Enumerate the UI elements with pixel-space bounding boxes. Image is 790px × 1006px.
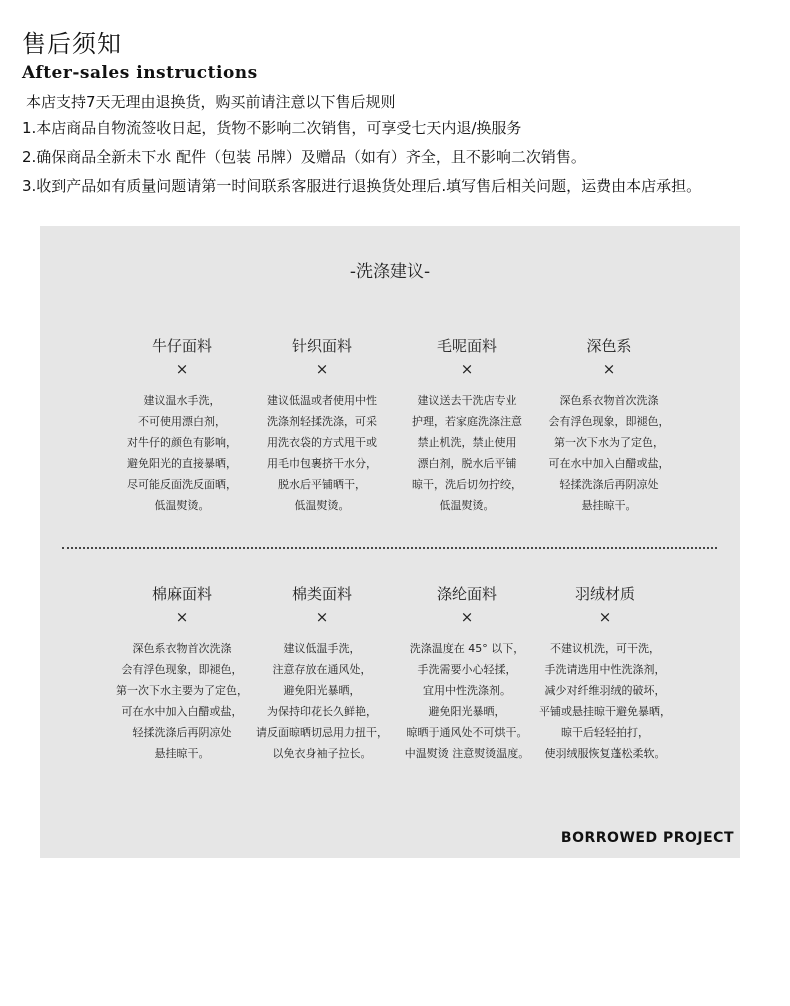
desc-line: 晾干后轻轻拍打， xyxy=(561,726,649,739)
desc-line: 第一次下水为了定色， xyxy=(554,436,664,449)
desc-line: 避免阳光暴晒， xyxy=(283,684,361,697)
wash-card-desc xyxy=(252,390,392,516)
wash-card-desc xyxy=(539,390,679,516)
desc-line: 不建议机洗，可干洗， xyxy=(550,642,660,655)
desc-line: 脱水后平铺晒干， xyxy=(278,478,366,491)
desc-line: 晾晒于通风处不可烘干。 xyxy=(406,726,528,739)
desc-line: 深色系衣物首次洗涤 xyxy=(132,642,232,655)
desc-line: 尽可能反面洗反面晒， xyxy=(127,478,237,491)
title-cn: 售后须知 xyxy=(22,30,122,58)
desc-line: 用毛巾包裹挤干水分， xyxy=(267,457,377,470)
cross-icon: × xyxy=(315,608,329,626)
desc-line: 轻揉洗涤后再阴凉处 xyxy=(559,478,659,491)
desc-line: 可在水中加入白醋或盐， xyxy=(121,705,243,718)
rule-item: 2.确保商品全新未下水 配件（包装 吊牌）及赠品（如有）齐全，且不影响二次销售。 xyxy=(22,148,586,166)
cross-icon: × xyxy=(175,608,189,626)
rule-item: 3.收到产品如有质量问题请第一时间联系客服进行退换货处理后.填写售后相关问题，运费由本店承担。 xyxy=(22,177,702,195)
desc-line: 轻揉洗涤后再阴凉处 xyxy=(132,726,232,739)
desc-line: 悬挂晾干。 xyxy=(154,747,210,760)
desc-line: 用洗衣袋的方式甩干或 xyxy=(267,436,377,449)
wash-card-name: 棉类面料 xyxy=(291,585,352,603)
desc-line: 为保持印花长久鲜艳， xyxy=(267,705,377,718)
rule-item: 1.本店商品自物流签收日起，货物不影响二次销售，可享受七天内退/换服务 xyxy=(22,119,522,137)
intro-text: 本店支持7天无理由退换货，购买前请注意以下售后规则 xyxy=(26,93,396,111)
wash-card-desc xyxy=(397,390,537,516)
desc-line: 低温熨烫。 xyxy=(154,499,210,512)
wash-card-dark xyxy=(539,336,679,516)
wash-card-linen xyxy=(112,584,252,764)
desc-line: 对牛仔的颜色有影响， xyxy=(127,436,237,449)
desc-line: 以免衣身袖子拉长。 xyxy=(272,747,372,760)
desc-line: 宜用中性洗涤剂。 xyxy=(423,684,511,697)
wash-card-desc xyxy=(252,638,392,764)
wash-card-wool xyxy=(397,336,537,516)
wash-card-desc xyxy=(112,638,252,764)
wash-card-knit xyxy=(252,336,392,516)
desc-line: 注意存放在通风处， xyxy=(272,663,372,676)
desc-line: 手洗请选用中性洗涤剂， xyxy=(544,663,666,676)
desc-line: 建议温水手洗， xyxy=(143,394,221,407)
wash-panel xyxy=(40,226,740,858)
wash-card-name: 羽绒材质 xyxy=(574,585,635,603)
cross-icon: × xyxy=(460,360,474,378)
desc-line: 不可使用漂白剂， xyxy=(138,415,226,428)
wash-card-name: 涤纶面料 xyxy=(436,585,497,603)
dotted-divider xyxy=(62,547,717,549)
desc-line: 洗涤温度在 45° 以下， xyxy=(409,642,525,655)
wash-card-name: 牛仔面料 xyxy=(151,337,212,355)
desc-line: 低温熨烫。 xyxy=(294,499,350,512)
wash-card-denim xyxy=(112,336,252,516)
desc-line: 平铺或悬挂晾干避免暴晒， xyxy=(539,705,671,718)
desc-line: 使羽绒服恢复蓬松柔软。 xyxy=(544,747,666,760)
rules-list xyxy=(22,118,701,205)
wash-card-polyester xyxy=(397,584,537,764)
desc-line: 悬挂晾干。 xyxy=(581,499,637,512)
desc-line: 护理，若家庭洗涤注意 xyxy=(412,415,522,428)
cross-icon: × xyxy=(598,608,612,626)
wash-card-name: 针织面料 xyxy=(291,337,352,355)
desc-line: 漂白剂，脱水后平铺 xyxy=(417,457,517,470)
desc-line: 手洗需要小心轻揉， xyxy=(417,663,517,676)
desc-line: 低温熨烫。 xyxy=(439,499,495,512)
wash-title: -洗涤建议- xyxy=(349,262,431,282)
wash-card-desc xyxy=(535,638,675,764)
desc-line: 可在水中加入白醋或盐， xyxy=(548,457,670,470)
desc-line: 会有浮色现象，即褪色， xyxy=(548,415,670,428)
desc-line: 会有浮色现象，即褪色， xyxy=(121,663,243,676)
desc-line: 请反面晾晒切忌用力扭干， xyxy=(256,726,388,739)
wash-card-cotton xyxy=(252,584,392,764)
desc-line: 洗涤剂轻揉洗涤，可采 xyxy=(267,415,377,428)
wash-card-desc xyxy=(397,638,537,764)
brand-logo: BORROWED PROJECT xyxy=(560,830,734,846)
desc-line: 建议低温手洗， xyxy=(283,642,361,655)
wash-card-desc xyxy=(112,390,252,516)
desc-line: 深色系衣物首次洗涤 xyxy=(559,394,659,407)
desc-line: 建议低温或者使用中性 xyxy=(267,394,377,407)
cross-icon: × xyxy=(315,360,329,378)
desc-line: 减少对纤维羽绒的破坏， xyxy=(544,684,666,697)
desc-line: 避免阳光的直接暴晒， xyxy=(127,457,237,470)
desc-line: 中温熨烫 注意熨烫温度。 xyxy=(404,747,530,760)
cross-icon: × xyxy=(175,360,189,378)
title-en: After-sales instructions xyxy=(22,63,258,83)
desc-line: 第一次下水主要为了定色， xyxy=(116,684,248,697)
desc-line: 建议送去干洗店专业 xyxy=(417,394,517,407)
wash-card-name: 深色系 xyxy=(586,337,632,355)
cross-icon: × xyxy=(460,608,474,626)
wash-card-name: 毛呢面料 xyxy=(436,337,497,355)
desc-line: 禁止机洗，禁止使用 xyxy=(417,436,517,449)
cross-icon: × xyxy=(602,360,616,378)
wash-card-name: 棉麻面料 xyxy=(151,585,212,603)
wash-card-down xyxy=(535,584,675,764)
desc-line: 晾干，洗后切勿拧绞， xyxy=(412,478,522,491)
desc-line: 避免阳光暴晒， xyxy=(428,705,506,718)
